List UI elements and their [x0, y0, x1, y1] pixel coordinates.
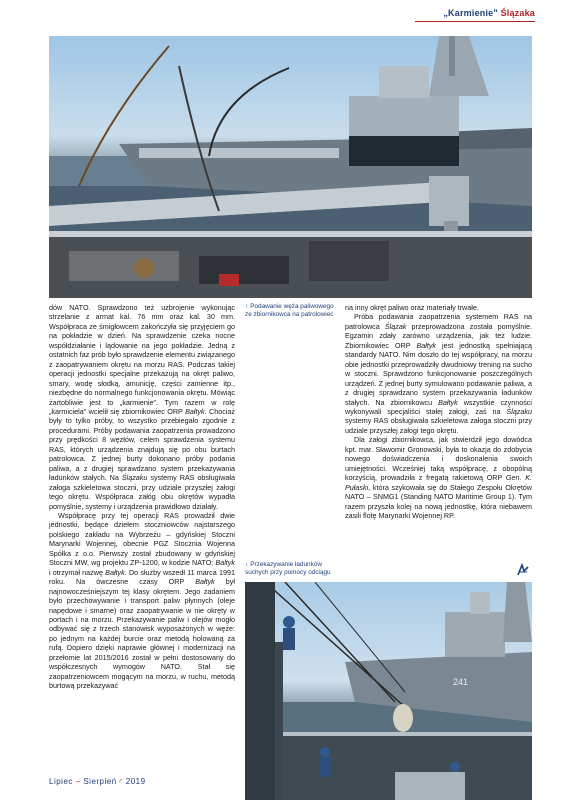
caption-top	[245, 303, 337, 319]
footer-month-2: Sierpień	[83, 777, 117, 786]
arrow-up-icon: ↑	[245, 303, 249, 310]
photo-bottom-drawing	[245, 582, 532, 800]
running-header	[443, 8, 535, 18]
page-footer: Lipiec – Sierpień ◜ 2019	[49, 777, 146, 786]
photo-top-drawing	[49, 36, 532, 298]
article-column-1	[49, 303, 235, 691]
header-rule	[415, 21, 535, 22]
caption-bottom	[245, 561, 341, 577]
author-signature-icon	[516, 563, 530, 577]
footer-year: 2019	[125, 777, 146, 786]
photo-ras-fuel-hose	[49, 36, 532, 298]
hull-number-241: 241	[453, 677, 469, 687]
col3-paragraph-3: Dla załogi zbiornikowca, jak stwierdził jego dowódca kpt. mar. Sławomir Gronowski, była to okazja do zdobycia nowego doświadczenia i doskonalenia swoich umiejętności. Wcześniej taką współpracę, z obopólną korzyścią, prowadziła z fregatą rakietową ORP Gen. K. Pułaski, która szykowała się do Stałego Zespołu Okrętów NATO – SNMG1 (Standing NATO Maritime Group 1). Tym razem przyszła kolej na nową jednostkę, która niebawem zasili flotę Marynarki Wojennej RP.	[345, 435, 532, 520]
header-title: Ślązaka	[500, 8, 535, 18]
col1-paragraph-2: Współpracę przy tej operacji RAS prowadził dwie jednostki, będące dziełem stoczniowców najstarszego polskiego zakładu na Wybrzeżu – gdyńskiej Stoczni Marynarki Wojennej, obecnie PGZ Stocznia Wojenna Spółka z o.o. Pierwszy został zbudowany w gdyńskiej Stoczni MW, wg projektu ZP-1200, w kodzie NATO: Baltyk i otrzymał nazwę Bałtyk. Do służby wszedł 11 marca 1991 roku. Na ówczesne czasy ORP Bałtyk był najnowocześniejszym tej klasy okrętem. Jego zadaniem było przechowywanie i transport paliw płynnych (oleje napędowe i smarne) oraz zaopatrywanie w nie okręty w portach i na morzu. Przekazywanie paliw i olejów mogło odbywać się z trzech stanowisk wyposażonych w węże: po jednym na każdej burcie oraz metodą holowaną za rufą. Dopiero dzięki naprawie głównej i modernizacji na przełomie lat 2015/2016 został w pełni dostosowany do współczesnych wymogów NATO. Stał się zaopatrzeniowcem mogącym na morzu, w ruchu, metodą burtową przekazywać	[49, 510, 235, 691]
footer-logo-icon: ◜	[119, 777, 124, 786]
arrow-down-icon: ↓	[245, 561, 249, 568]
col3-paragraph-1: na inny okręt paliwo oraz materiały trwałe.	[345, 303, 479, 312]
caption-top-text: Podawanie węża paliwowego ze zbiornikowca na patrolowiec	[245, 303, 334, 318]
footer-month-1: Lipiec	[49, 777, 73, 786]
col3-paragraph-2: Próba podawania zaopatrzenia systemem RAS na patrolowca Ślązak przeprowadzona została pomyślnie. Egzamin zdały zarówno urządzenia, jak też ludzie. Zbiornikowiec ORP Bałtyk jest jednostką spełniającą standardy NATO. Nim doszło do tej współpracy, na morzu obie jednostki przeprowadziły dwudniowy trening na sucho w stoczni. Sprawdzono funkcjonowanie poszczególnych urządzeń. Z jednej burty symulowano podawanie paliwa, a z drugiej sprawdzano system przekazywania ładunków stałych. Na zbiornikowcu Bałtyk wszystkie czynności wykonywali specjaliści stałej załogi, zaś na Ślązaku systemy RAS obsługiwała szkieletowa załoga stoczni przy udziale przyszłej załogi tego okrętu.	[345, 312, 532, 435]
col1-paragraph-1: dów NATO. Sprawdzono też uzbrojenie wykonując strzelanie z armat kal. 76 mm oraz kal. 30 mm. Współpraca ze śmigłowcem zakończyła się przyjęciem go na pokładzie w dzień. Na sprawdzenie czeka nocne współdziałanie i lądowanie na jego pokładzie. Jedną z ostatnich faz prób było sprawdzenie elementu związanego z zaopatrywaniem okrętu na morzu RAS. Podczas takiej operacji jednostki specjalne przekazują na okręt paliwo, smary, wodę słodką, amunicję, części zamienne itp., niezbędne do normalnego funkcjonowania okrętu. Mówiąc żartobliwie jest to „karmienie". Tym razem w rolę „karmiciela" wcielił się zbiornikowiec ORP Bałtyk. Chociaż były to tylko próby, to wszystko przebiegało zgodnie z procedurami. Próby podawania zaopatrzenia prowadzono przy prędkości 8 węzłów, celem sprawdzenia systemu RAS, których urządzenia znajdują się po obu burtach patrolowca. Z jednej burty dokonano próby podania paliwa, a z drugiej sprawdzano system przekazywania ładunków stałych. Na Ślązaku systemy RAS obsługiwała załoga szkieletowa stoczni, przy udziale przyszłej załogi tego okrętu. Współpraca załóg obu okrętów wypadła pomyślnie, systemy i urządzenia prawidłowo działały.	[49, 303, 235, 511]
header-prefix: „Karmienie"	[443, 8, 498, 18]
photo-dry-cargo-transfer	[245, 582, 532, 800]
article-column-3	[345, 303, 532, 520]
caption-bottom-text: Przekazywanie ładunków suchych przy pomocy odciągu	[245, 561, 331, 576]
